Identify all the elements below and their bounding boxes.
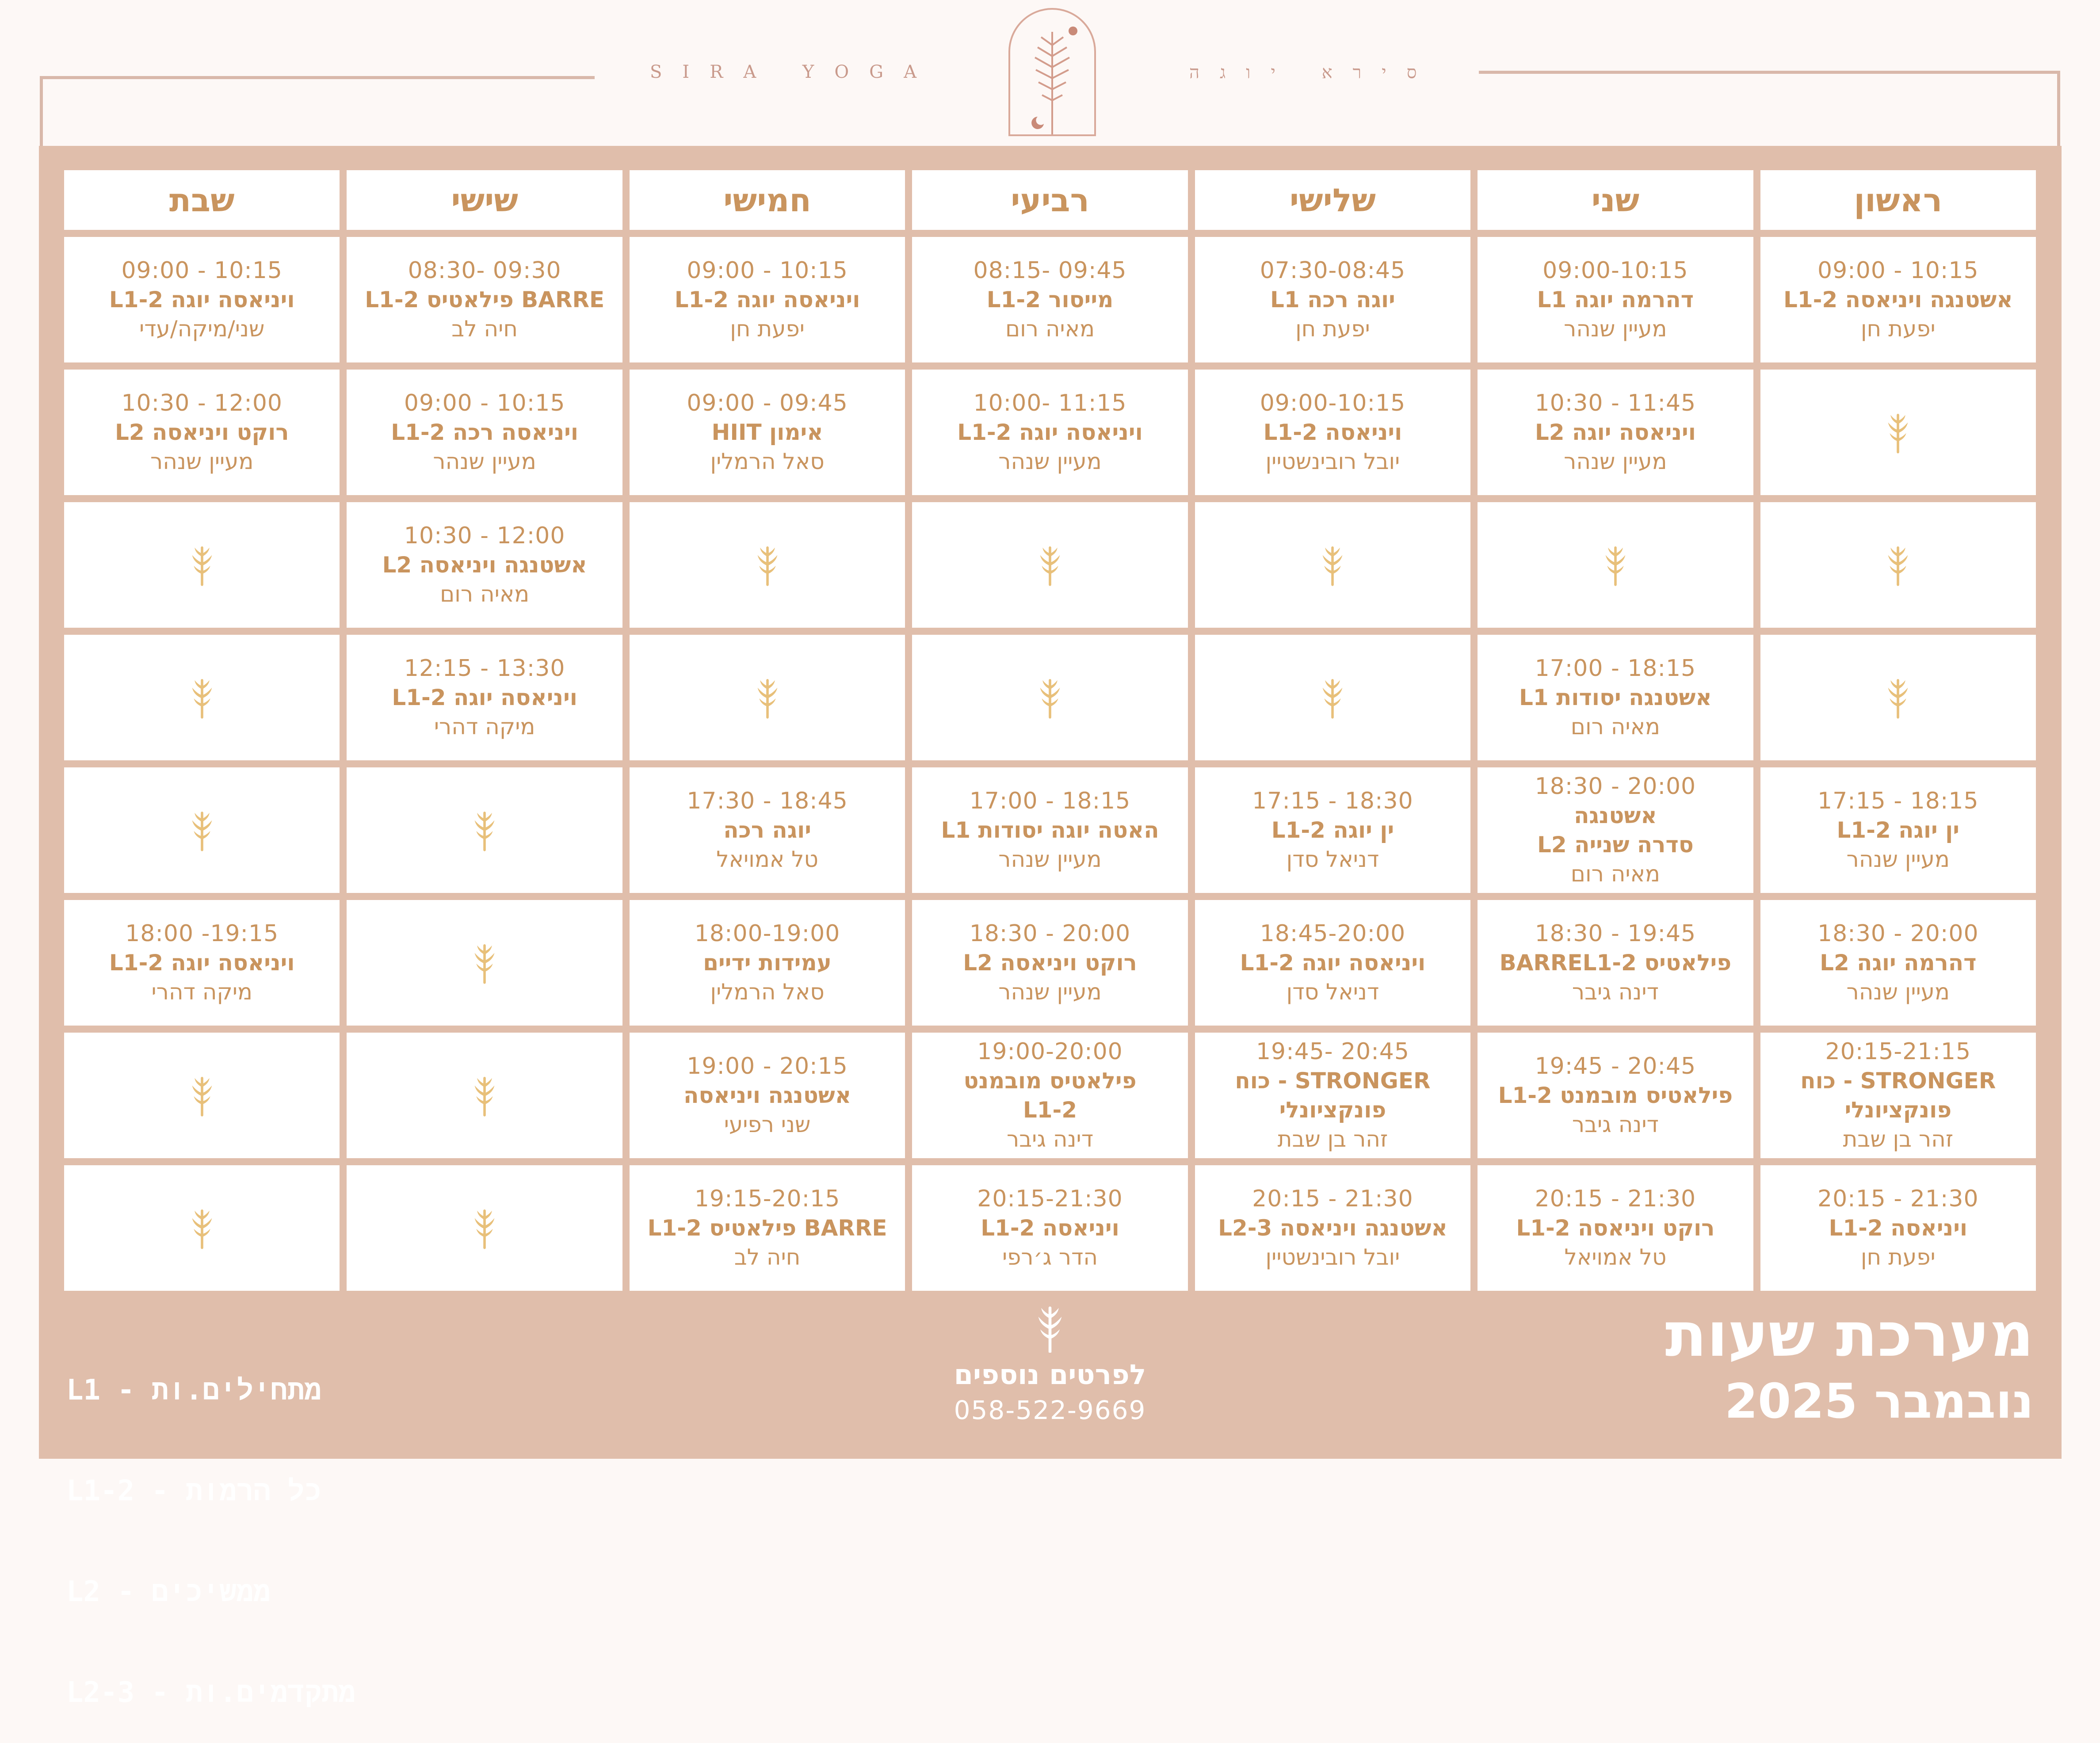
class-teacher: טל אמויאל [1564, 1244, 1667, 1270]
empty-slot [64, 1165, 340, 1291]
class-time: 18:30 - 19:45 [1535, 920, 1696, 947]
class-name: ויניאסה יוגה L1-2 [392, 685, 577, 710]
class-teacher: מעיין שנהר [1564, 449, 1667, 474]
class-teacher: מעיין שנהר [998, 979, 1102, 1005]
class-teacher: הדר ג׳רפי [1002, 1244, 1098, 1270]
class-teacher: מיקה דהרי [434, 714, 535, 740]
class-time: 19:00-20:00 [977, 1038, 1123, 1065]
class-time: 09:00-10:15 [1260, 390, 1406, 416]
class-name-cont: פונקציונלי [1279, 1097, 1386, 1123]
empty-slot [1195, 502, 1470, 628]
class-slot [1760, 900, 2036, 1026]
class-slot [1760, 1165, 2036, 1291]
class-name: BARRE פילאטיס L1-2 [365, 287, 605, 313]
class-time: 10:30 - 12:00 [404, 523, 565, 549]
class-slot [1760, 1033, 2036, 1158]
class-name: עמידות ידיים [703, 950, 832, 976]
class-name: אשטנגה ויניאסה L1-2 [1783, 287, 2013, 313]
class-name-cont: סדרה שנייה L2 [1537, 832, 1694, 858]
plant-sprig-icon [472, 1205, 497, 1251]
class-slot [1478, 1165, 1753, 1291]
empty-slot [1760, 370, 2036, 495]
class-time: 19:45- 20:45 [1256, 1038, 1409, 1065]
plant-sprig-icon [1886, 542, 1910, 588]
class-time: 09:00-10:15 [1543, 257, 1688, 284]
class-time: 09:00 - 10:15 [1817, 257, 1979, 284]
class-teacher: סאל הרמלין [710, 449, 825, 474]
class-name: יוגה רכה [723, 817, 811, 843]
empty-slot [912, 502, 1187, 628]
class-name: אשטנגה ויניאסה L2-3 [1218, 1215, 1447, 1241]
more-info-label: לפרטים נוספים [954, 1358, 1146, 1391]
class-slot [347, 237, 622, 362]
plant-sprig-icon [190, 1072, 214, 1118]
plant-sprig-icon [1038, 675, 1062, 721]
page-title: מערכת שעות [1665, 1299, 2034, 1370]
class-teacher: סאל הרמלין [710, 979, 825, 1005]
class-slot [912, 237, 1187, 362]
brand-hebrew: סירא יוגה [1189, 62, 1437, 83]
class-teacher: יפעת חן [1860, 1244, 1936, 1270]
plant-sprig-icon [1886, 675, 1910, 721]
class-slot [630, 900, 905, 1026]
empty-slot [64, 635, 340, 760]
class-teacher: יפעת חן [1295, 316, 1370, 342]
class-name: STRONGER - כוח [1235, 1068, 1431, 1094]
day-header: שלישי [1195, 170, 1470, 230]
class-name: ויניאסה יוגה L1-2 [674, 287, 860, 313]
class-time: 17:00 - 18:15 [1535, 655, 1696, 682]
class-time: 09:00 - 09:45 [687, 390, 848, 416]
class-time: 09:00 - 10:15 [687, 257, 848, 284]
empty-slot [912, 635, 1187, 760]
day-header: רביעי [912, 170, 1187, 230]
class-name: אשטנגה [1574, 803, 1657, 828]
class-slot [1195, 237, 1470, 362]
class-slot [1478, 900, 1753, 1026]
class-teacher: זהר בן שבת [1277, 1126, 1388, 1152]
legend-item: L2 - ממשיכים [66, 1575, 271, 1608]
class-name: אשטנגה ויניאסה L2 [382, 552, 587, 578]
plant-sprig-icon [472, 807, 497, 853]
class-time: 20:15-21:15 [1825, 1038, 1971, 1065]
class-name: דהרמה יוגה L2 [1820, 950, 1977, 976]
class-slot [630, 237, 905, 362]
schedule-grid [64, 170, 2036, 1291]
class-time: 20:15-21:30 [977, 1186, 1123, 1212]
class-teacher: יפעת חן [730, 316, 805, 342]
class-slot [1478, 635, 1753, 760]
plant-sprig-icon [755, 675, 780, 721]
class-name: יוגה רכה L1 [1270, 287, 1395, 313]
class-name-cont: L1-2 [1023, 1097, 1077, 1123]
class-time: 19:45 - 20:45 [1535, 1053, 1696, 1079]
empty-slot [630, 635, 905, 760]
plant-sprig-icon [472, 940, 497, 986]
plant-sprig-icon [190, 675, 214, 721]
plant-sprig-icon [1603, 542, 1628, 588]
class-name: ויניאסה יוגה L1-2 [109, 950, 295, 976]
class-name: ין יוגה L1-2 [1271, 817, 1394, 843]
class-time: 09:00 - 10:15 [121, 257, 283, 284]
class-name: דהרמה יוגה L1 [1537, 287, 1694, 313]
header-rule-right-drop [2057, 71, 2060, 147]
class-teacher: מיקה דהרי [151, 979, 252, 1005]
empty-slot [347, 1165, 622, 1291]
class-time: 19:00 - 20:15 [687, 1053, 848, 1079]
plant-sprig-icon [190, 807, 214, 853]
legend-item: L1 - מתחילים.ות [66, 1374, 321, 1407]
plant-sprig-icon [472, 1072, 497, 1118]
class-name: מייסור L1-2 [986, 287, 1114, 313]
class-teacher: זהר בן שבת [1843, 1126, 1954, 1152]
class-slot [1195, 370, 1470, 495]
class-name: ין יוגה L1-2 [1837, 817, 1960, 843]
class-slot [347, 635, 622, 760]
class-teacher: מעיין שנהר [1846, 847, 1950, 872]
class-teacher: יובל רובינשטיין [1265, 1244, 1400, 1270]
empty-slot [1760, 635, 2036, 760]
class-slot [1760, 767, 2036, 893]
class-teacher: חיה לב [734, 1244, 801, 1270]
class-slot [64, 237, 340, 362]
class-slot [912, 767, 1187, 893]
class-time: 18:00-19:00 [694, 920, 840, 947]
class-time: 17:00 - 18:15 [969, 788, 1131, 814]
class-name: ויניאסה L1-2 [1263, 420, 1402, 445]
contact-block [906, 1304, 1194, 1427]
schedule-title [1665, 1297, 2034, 1431]
header-rule-left [40, 76, 595, 79]
legend-item: L1-2 - כל הרמות [66, 1475, 322, 1507]
class-teacher: דניאל סדן [1286, 979, 1379, 1005]
empty-slot [347, 767, 622, 893]
class-teacher: מעיין שנהר [998, 449, 1102, 474]
class-name: ויניאסה L1-2 [981, 1215, 1119, 1241]
plant-sprig-icon [1886, 409, 1910, 455]
header-rule-right [1479, 71, 2060, 74]
class-name: ויניאסה יוגה L2 [1535, 420, 1696, 445]
class-time: 18:30 - 20:00 [1535, 773, 1696, 800]
day-header: ראשון [1760, 170, 2036, 230]
class-name: ויניאסה יוגה L1-2 [1240, 950, 1426, 976]
class-slot [64, 370, 340, 495]
class-teacher: מעיין שנהר [150, 449, 254, 474]
empty-slot [347, 900, 622, 1026]
class-time: 18:30 - 20:00 [969, 920, 1131, 947]
day-header: שבת [64, 170, 340, 230]
class-time: 08:15- 09:45 [973, 257, 1127, 284]
empty-slot [1760, 502, 2036, 628]
class-name: רוקט ויניאסה L2 [115, 420, 289, 445]
day-header: שני [1478, 170, 1753, 230]
class-teacher: מעיין שנהר [433, 449, 536, 474]
class-slot [64, 900, 340, 1026]
class-time: 20:15 - 21:30 [1252, 1186, 1413, 1212]
class-name: רוקט ויניאסה L2 [963, 950, 1137, 976]
class-slot [1478, 370, 1753, 495]
empty-slot [64, 767, 340, 893]
class-name: ויניאסה יוגה L1-2 [957, 420, 1143, 445]
class-slot [347, 502, 622, 628]
class-time: 10:30 - 11:45 [1535, 390, 1696, 416]
empty-slot [64, 1033, 340, 1158]
header-rule-left-drop [40, 76, 43, 147]
class-time: 10:30 - 12:00 [121, 390, 283, 416]
class-time: 18:30 - 20:00 [1817, 920, 1979, 947]
class-slot [912, 900, 1187, 1026]
class-time: 18:00 -19:15 [125, 920, 279, 947]
class-teacher: מעיין שנהר [1564, 316, 1667, 342]
class-slot [630, 370, 905, 495]
class-teacher: שני/מיקה/עדי [139, 316, 265, 342]
page-subtitle: נובמבר 2025 [1724, 1374, 2034, 1429]
class-time: 07:30-08:45 [1260, 257, 1406, 284]
class-name: ויניאסה L1-2 [1829, 1215, 1968, 1241]
class-time: 10:00- 11:15 [973, 390, 1127, 416]
class-slot [630, 1165, 905, 1291]
day-header: שישי [347, 170, 622, 230]
phone-number[interactable]: 058-522-9669 [954, 1395, 1146, 1425]
class-slot [1478, 767, 1753, 893]
class-name: פילאטיס BARREL1-2 [1499, 950, 1732, 976]
class-teacher: דינה גיבר [1572, 1112, 1659, 1137]
class-teacher: דינה גיבר [1572, 979, 1659, 1005]
arch-plant-logo-icon [1006, 5, 1099, 136]
empty-slot [64, 502, 340, 628]
class-teacher: מעיין שנהר [998, 847, 1102, 872]
class-slot [1478, 237, 1753, 362]
class-time: 20:15 - 21:30 [1535, 1186, 1696, 1212]
class-teacher: שני רפיעי [724, 1112, 811, 1137]
class-time: 20:15 - 21:30 [1817, 1186, 1979, 1212]
class-slot [912, 1033, 1187, 1158]
class-teacher: חיה לב [451, 316, 518, 342]
brand-english: SIRA YOGA [650, 62, 937, 82]
class-time: 17:30 - 18:45 [687, 788, 848, 814]
class-time: 17:15 - 18:15 [1817, 788, 1979, 814]
class-name: האטה יוגה יסודות L1 [941, 817, 1159, 843]
class-slot [1195, 900, 1470, 1026]
class-teacher: דינה גיבר [1007, 1126, 1093, 1152]
empty-slot [630, 502, 905, 628]
level-legend [66, 1306, 355, 1743]
class-slot [912, 370, 1187, 495]
class-slot [1478, 1033, 1753, 1158]
class-teacher: מאיה רום [1005, 316, 1095, 342]
class-slot [1195, 1033, 1470, 1158]
class-name: ויניאסה רכה L1-2 [391, 420, 579, 445]
class-slot [630, 1033, 905, 1158]
class-name: פילאטיס מובמנט L1-2 [1498, 1083, 1733, 1108]
class-teacher: מאיה רום [440, 581, 530, 607]
class-name: אימון HIIT [711, 420, 823, 445]
plant-sprig-icon [755, 542, 780, 588]
class-name: אשטנגה ויניאסה [683, 1083, 851, 1108]
class-slot [347, 370, 622, 495]
class-slot [1195, 767, 1470, 893]
plant-sprig-icon [1320, 675, 1345, 721]
class-name: BARRE פילאטיס L1-2 [647, 1215, 887, 1241]
class-slot [1195, 1165, 1470, 1291]
class-teacher: יפעת חן [1860, 316, 1936, 342]
class-teacher: מאיה רום [1570, 714, 1660, 740]
class-time: 17:15 - 18:30 [1252, 788, 1413, 814]
class-name-cont: פונקציונלי [1844, 1097, 1952, 1123]
class-teacher: מעיין שנהר [1846, 979, 1950, 1005]
class-teacher: טל אמויאל [716, 847, 818, 872]
plant-sprig-icon [1320, 542, 1345, 588]
class-time: 09:00 - 10:15 [404, 390, 565, 416]
class-slot [912, 1165, 1187, 1291]
empty-slot [1478, 502, 1753, 628]
legend-item: L2-3 - מתקדמים.ות [66, 1676, 355, 1709]
empty-slot [1195, 635, 1470, 760]
class-teacher: מאיה רום [1570, 861, 1660, 887]
class-teacher: דניאל סדן [1286, 847, 1379, 872]
class-time: 19:15-20:15 [694, 1186, 840, 1212]
class-time: 12:15 - 13:30 [404, 655, 565, 682]
class-name: ויניאסה יוגה L1-2 [109, 287, 295, 313]
class-time: 18:45-20:00 [1260, 920, 1406, 947]
day-header: חמישי [630, 170, 905, 230]
plant-sprig-icon [190, 542, 214, 588]
class-time: 08:30- 09:30 [408, 257, 561, 284]
plant-sprig-icon [1038, 542, 1062, 588]
class-name: פילאטיס מובמנט [963, 1068, 1137, 1094]
class-name: רוקט ויניאסה L1-2 [1516, 1215, 1715, 1241]
class-slot [630, 767, 905, 893]
plant-sprig-icon [190, 1205, 214, 1251]
class-slot [1760, 237, 2036, 362]
plant-sprig-icon [906, 1304, 1194, 1353]
class-name: STRONGER - כוח [1800, 1068, 1996, 1094]
empty-slot [347, 1033, 622, 1158]
class-teacher: יובל רובינשטיין [1265, 449, 1400, 474]
class-name: אשטנגה יסודות L1 [1519, 685, 1712, 710]
